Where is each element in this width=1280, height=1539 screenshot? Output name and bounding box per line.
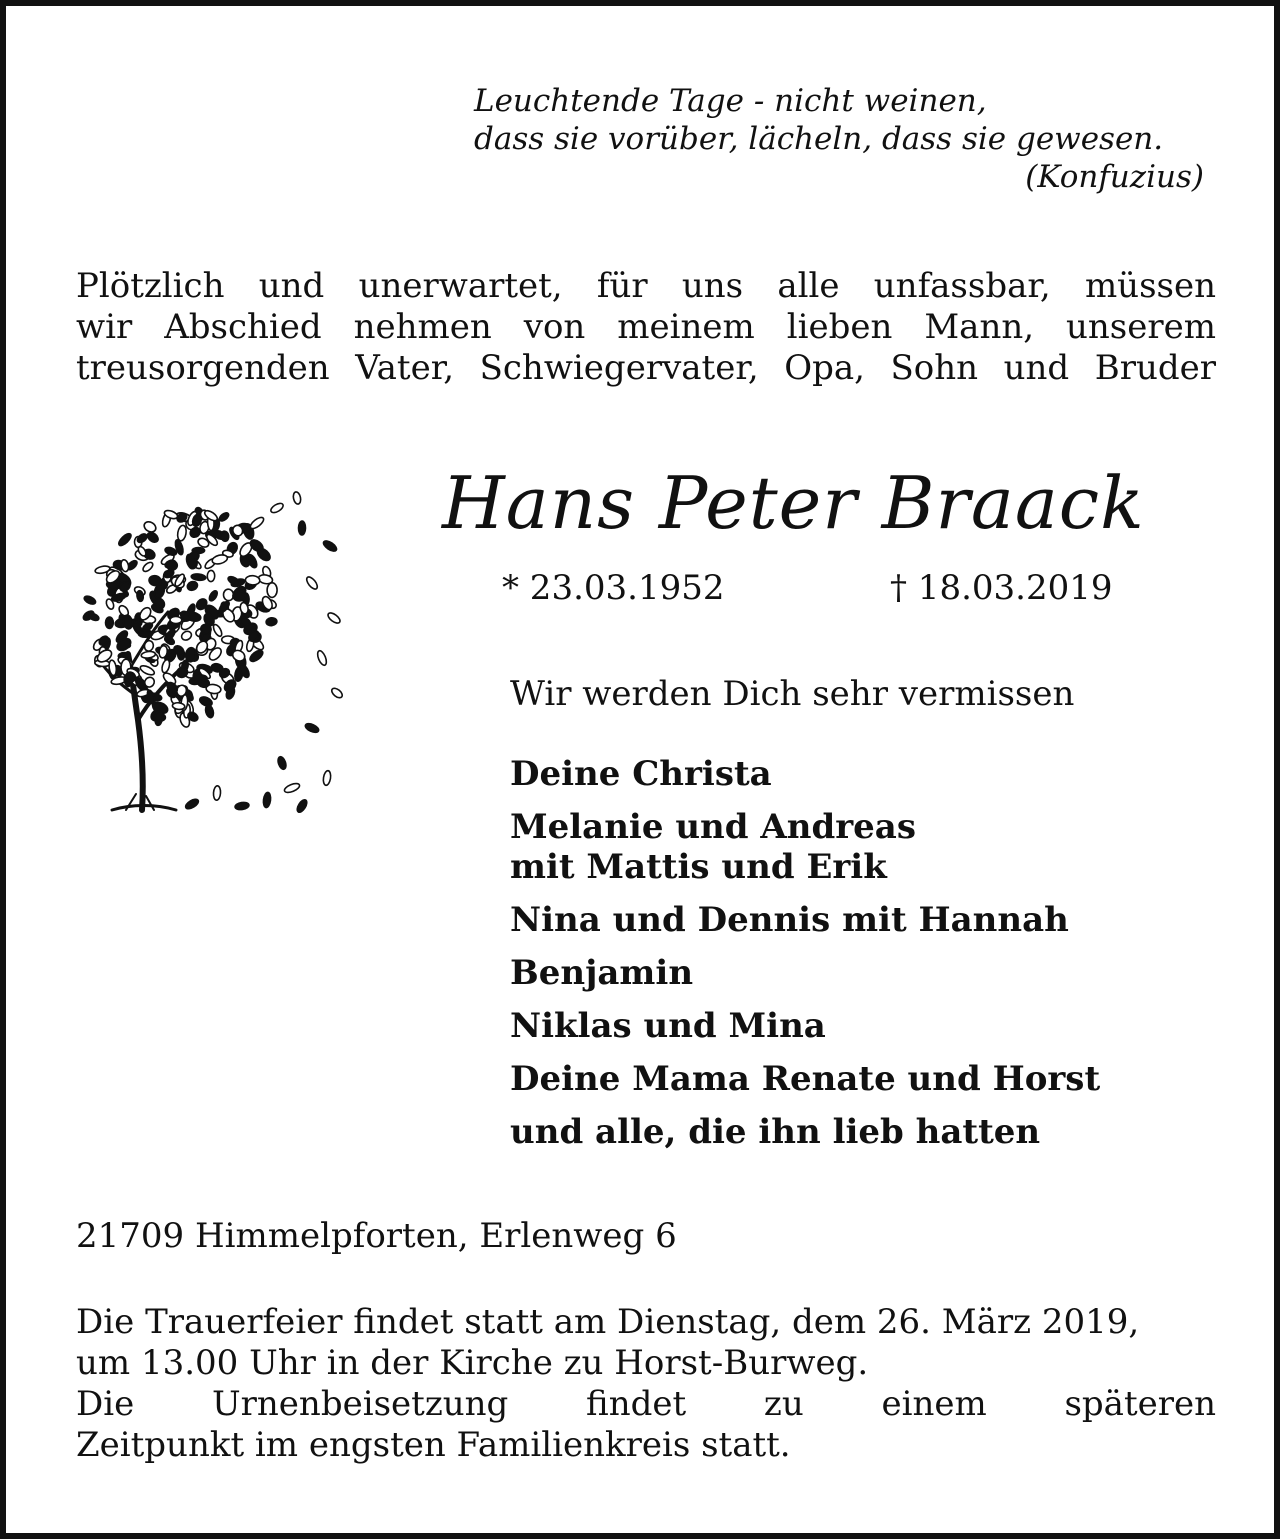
falling-leaf	[292, 491, 301, 505]
family-group	[510, 900, 1190, 940]
leaf	[220, 531, 229, 542]
falling-leaf	[330, 686, 344, 699]
falling-leaf	[322, 770, 331, 786]
falling-leaf	[277, 756, 288, 771]
service-line-4: Zeitpunkt im engsten Familienkreis statt.	[76, 1425, 791, 1465]
deceased-name: Hans Peter Braack	[442, 461, 1145, 545]
service-details	[76, 1302, 1216, 1466]
death-date: † 18.03.2019	[890, 568, 1113, 608]
family-group	[510, 953, 1190, 993]
leaf	[218, 511, 230, 522]
leaf	[227, 575, 241, 587]
falling-leaf	[322, 539, 338, 553]
leaf	[172, 702, 185, 710]
leaf	[170, 616, 182, 623]
falling-leaf	[249, 515, 266, 530]
falling-leaf	[316, 650, 328, 667]
family-line: Nina und Dennis mit Hannah	[510, 900, 1069, 940]
falling-leaf	[269, 501, 284, 514]
family-line: Benjamin	[510, 953, 694, 993]
leaf	[141, 561, 154, 573]
service-line-2: um 13.00 Uhr in der Kirche zu Horst-Burweg.	[76, 1343, 869, 1383]
leaf	[117, 532, 133, 548]
leaf	[148, 575, 162, 587]
intro-paragraph	[76, 266, 1216, 389]
farewell-message: Wir werden Dich sehr vermissen	[510, 674, 1075, 714]
family-line: Niklas und Mina	[510, 1006, 826, 1046]
family-line: Deine Mama Renate und Horst	[510, 1059, 1101, 1099]
family-group	[510, 1112, 1190, 1152]
falling-leaf	[235, 801, 250, 810]
falling-leaf	[326, 611, 341, 625]
leaf	[180, 630, 193, 642]
falling-leaf	[184, 797, 200, 810]
leaf	[233, 591, 245, 601]
leaf	[161, 659, 171, 674]
leaf	[208, 589, 219, 602]
leaf-canopy	[82, 506, 278, 728]
leaf	[83, 595, 97, 606]
family-line: mit Mattis und Erik	[510, 847, 887, 887]
family-line: und alle, die ihn lieb hatten	[510, 1112, 1041, 1152]
tree-with-falling-leaves-icon	[72, 488, 347, 818]
family-group	[510, 1059, 1190, 1099]
falling-leaf	[213, 786, 221, 801]
family-line: Melanie und Andreas	[510, 807, 916, 847]
falling-leaf	[283, 782, 300, 794]
leaf	[207, 570, 215, 581]
leaf	[266, 617, 278, 626]
leaf	[105, 617, 113, 629]
intro-line-1: Plötzlich und unerwartet, für uns alle unfassbar, müssen	[76, 266, 1216, 306]
leaf	[267, 583, 277, 598]
family-list	[510, 754, 1190, 1165]
falling-leaf	[295, 798, 308, 814]
leaf	[191, 573, 206, 581]
family-line: Deine Christa	[510, 754, 772, 794]
family-group	[510, 1006, 1190, 1046]
family-group	[510, 807, 1190, 887]
intro-line-2: wir Abschied nehmen von meinem lieben Mann, unserem	[76, 307, 1216, 347]
leaf	[186, 580, 199, 592]
leaf	[88, 612, 100, 622]
falling-leaf	[263, 792, 272, 808]
leaf	[177, 525, 188, 542]
leaf	[146, 530, 160, 544]
leaf	[136, 532, 149, 544]
leaf	[204, 704, 214, 718]
leaf	[195, 675, 208, 682]
birth-date: * 23.03.1952	[502, 568, 725, 608]
quote-line-1: Leuchtende Tage - nicht weinen,	[474, 83, 987, 119]
leaf	[245, 575, 260, 585]
falling-leaf	[298, 521, 305, 535]
falling-leaf	[305, 575, 320, 591]
quote-author: (Konfuzius)	[1025, 159, 1204, 195]
falling-leaf	[304, 722, 320, 734]
leaf	[212, 623, 224, 637]
quote-block	[444, 82, 1204, 196]
leaf	[211, 553, 228, 565]
intro-line-3: treusorgenden Vater, Schwiegervater, Opa, Sohn und Bruder	[76, 348, 1216, 388]
service-line-1: Die Trauerfeier findet statt am Dienstag, dem 26. März 2019,	[76, 1302, 1140, 1342]
family-group	[510, 754, 1190, 794]
quote-line-2: dass sie vorüber, lächeln, dass sie gewesen.	[474, 121, 1164, 157]
service-line-3: Die Urnenbeisetzung findet zu einem späteren	[76, 1384, 1216, 1424]
address: 21709 Himmelpforten, Erlenweg 6	[76, 1216, 677, 1256]
leaf	[141, 621, 153, 632]
